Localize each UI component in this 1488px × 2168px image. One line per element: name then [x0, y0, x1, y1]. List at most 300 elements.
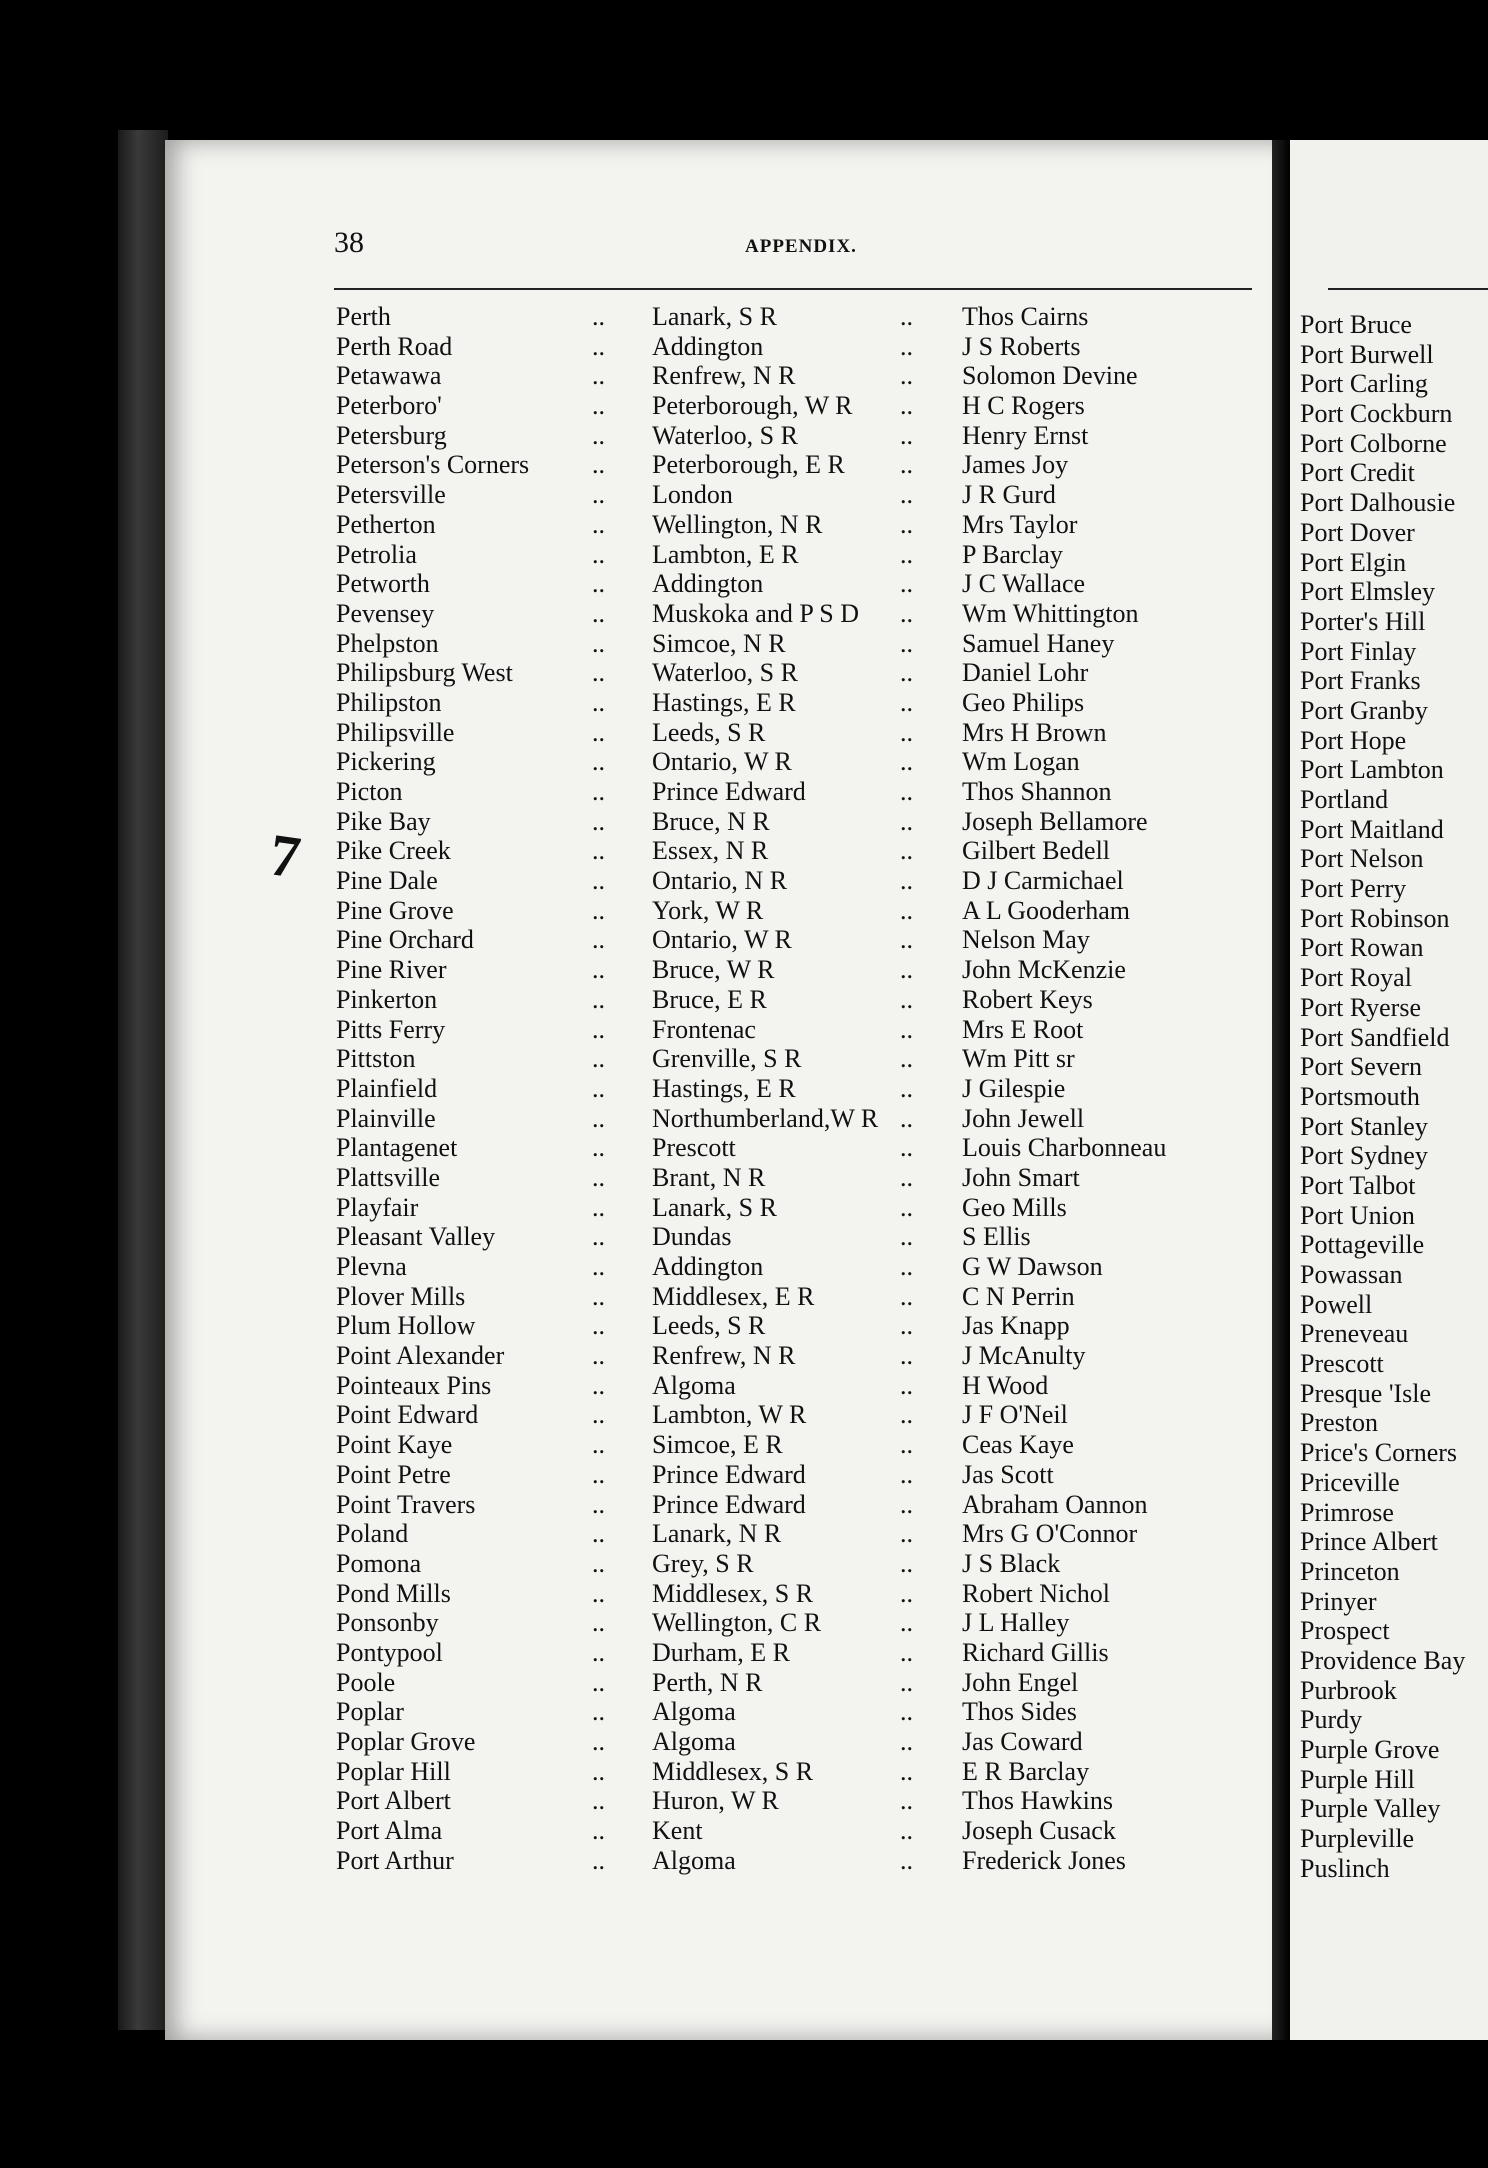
list-item: [322, 658, 1272, 688]
postmaster-name: Abraham Oannon: [962, 1489, 1148, 1519]
list-item: [322, 1579, 1272, 1609]
list-item: [322, 1608, 1272, 1638]
right-list-item: Port Talbot: [1300, 1170, 1416, 1200]
leader-dots: ..: [592, 1162, 605, 1192]
leader-dots: ..: [900, 866, 913, 896]
list-item: [322, 777, 1272, 807]
leader-dots: ..: [592, 1519, 605, 1549]
page-number: 38: [334, 226, 364, 259]
right-list-item: Puslinch: [1300, 1853, 1390, 1883]
leader-dots: ..: [900, 955, 913, 985]
list-item: [322, 866, 1272, 896]
right-list-item: Port Carling: [1300, 369, 1428, 399]
leader-dots: ..: [900, 1103, 913, 1133]
county-name: Leeds, S R: [652, 1311, 766, 1341]
list-item: [322, 1371, 1272, 1401]
leader-dots: ..: [900, 569, 913, 599]
leader-dots: ..: [900, 302, 913, 331]
right-list-item: Port Union: [1300, 1200, 1415, 1230]
leader-dots: ..: [592, 1845, 605, 1875]
right-list-item: Prescott: [1300, 1349, 1384, 1379]
list-item: [322, 955, 1272, 985]
list-item: [322, 1490, 1272, 1520]
list-item: [322, 1252, 1272, 1282]
place-name: Plover Mills: [336, 1281, 466, 1311]
place-name: Philipsville: [336, 717, 455, 747]
leader-dots: ..: [900, 925, 913, 955]
place-name: Pike Bay: [336, 806, 431, 836]
right-list-item: Presque 'Isle: [1300, 1378, 1432, 1408]
place-name: Point Kaye: [336, 1430, 453, 1460]
place-name: Poplar: [336, 1697, 404, 1727]
postmaster-name: Joseph Cusack: [962, 1816, 1116, 1846]
place-name: Plattsville: [336, 1162, 440, 1192]
leader-dots: ..: [592, 302, 605, 331]
right-list-item: Providence Bay: [1300, 1645, 1466, 1675]
place-name: Phelpston: [336, 628, 439, 658]
list-item: [322, 836, 1272, 866]
postmaster-name: John Jewell: [962, 1103, 1085, 1133]
county-name: Wellington, N R: [652, 509, 823, 539]
right-list-item: Purpleville: [1300, 1824, 1415, 1854]
right-list-item: Powassan: [1300, 1260, 1403, 1289]
postmaster-name: H C Rogers: [962, 391, 1085, 421]
right-list-item: Purple Hill: [1300, 1764, 1415, 1794]
postmaster-name: Wm Pitt sr: [962, 1044, 1075, 1074]
right-list-item: Port Sandfield: [1300, 1022, 1450, 1052]
leader-dots: ..: [900, 1756, 913, 1786]
leader-dots: ..: [592, 1341, 605, 1371]
leader-dots: ..: [900, 1222, 913, 1252]
margin-mark: 7: [265, 821, 305, 891]
county-name: Northumberland,W R: [652, 1103, 879, 1133]
postmaster-name: Thos Hawkins: [962, 1786, 1113, 1816]
leader-dots: ..: [592, 895, 605, 925]
postmaster-name: D J Carmichael: [962, 866, 1124, 896]
leader-dots: ..: [900, 895, 913, 925]
leader-dots: ..: [592, 1608, 605, 1638]
postmaster-name: Frederick Jones: [962, 1845, 1126, 1875]
county-name: Algoma: [652, 1370, 736, 1400]
leader-dots: ..: [900, 1311, 913, 1341]
right-list-item: Primrose: [1300, 1497, 1394, 1527]
place-name: Plainfield: [336, 1073, 438, 1103]
leader-dots: ..: [592, 1548, 605, 1578]
leader-dots: ..: [900, 361, 913, 391]
leader-dots: ..: [592, 331, 605, 361]
place-name: Pinkerton: [336, 984, 438, 1014]
right-list-item: Portsmouth: [1300, 1081, 1420, 1111]
leader-dots: ..: [900, 1637, 913, 1667]
list-item: [322, 1816, 1272, 1846]
postmaster-name: Louis Charbonneau: [962, 1133, 1167, 1163]
county-name: Addington: [652, 569, 764, 599]
leader-dots: ..: [900, 984, 913, 1014]
postmaster-name: J L Halley: [962, 1608, 1070, 1638]
right-list-item: Purple Valley: [1300, 1794, 1441, 1824]
postmaster-name: Mrs Taylor: [962, 509, 1078, 539]
leader-dots: ..: [900, 1044, 913, 1074]
postmaster-name: James Joy: [962, 450, 1069, 480]
county-name: Grey, S R: [652, 1548, 754, 1578]
place-name: Point Alexander: [336, 1341, 505, 1371]
leader-dots: ..: [592, 1103, 605, 1133]
list-item: [322, 807, 1272, 837]
list-item: [322, 1697, 1272, 1727]
county-name: Kent: [652, 1816, 703, 1846]
leader-dots: ..: [592, 1073, 605, 1103]
postmaster-name: J S Black: [962, 1548, 1061, 1578]
right-list-item: Port Perry: [1300, 874, 1407, 904]
right-list-item: Purdy: [1300, 1705, 1363, 1735]
leader-dots: ..: [592, 1044, 605, 1074]
county-name: Huron, W R: [652, 1786, 779, 1816]
leader-dots: ..: [592, 806, 605, 836]
place-name: Perth Road: [336, 331, 453, 361]
county-name: Hastings, E R: [652, 1073, 796, 1103]
place-name: Picton: [336, 777, 403, 806]
list-item: [322, 361, 1272, 391]
leader-dots: ..: [592, 1281, 605, 1311]
leader-dots: ..: [900, 450, 913, 480]
list-item: [322, 1846, 1272, 1876]
list-item: [322, 1133, 1272, 1163]
place-name: Poole: [336, 1667, 396, 1697]
place-name: Petworth: [336, 569, 430, 599]
leader-dots: ..: [592, 1667, 605, 1697]
place-name: Port Albert: [336, 1786, 451, 1816]
leader-dots: ..: [900, 1430, 913, 1460]
county-name: Muskoka and P S D: [652, 598, 860, 628]
list-item: [322, 747, 1272, 777]
leader-dots: ..: [900, 836, 913, 866]
list-item: [322, 1400, 1272, 1430]
leader-dots: ..: [900, 480, 913, 510]
postmaster-name: J F O'Neil: [962, 1400, 1068, 1430]
right-list-item: Prospect: [1300, 1616, 1390, 1646]
county-name: London: [652, 480, 733, 510]
leader-dots: ..: [900, 687, 913, 717]
postmaster-name: E R Barclay: [962, 1756, 1090, 1786]
leader-dots: ..: [592, 420, 605, 450]
postmaster-name: S Ellis: [962, 1222, 1031, 1252]
right-list-item: Port Lambton: [1300, 755, 1444, 785]
postmaster-name: Mrs G O'Connor: [962, 1519, 1138, 1549]
postmaster-name: Mrs E Root: [962, 1014, 1084, 1044]
right-list-item: Port Stanley: [1300, 1111, 1428, 1141]
postmaster-name: Nelson May: [962, 925, 1090, 955]
right-list-item: Port Credit: [1300, 458, 1415, 488]
leader-dots: ..: [592, 598, 605, 628]
list-item: [322, 629, 1272, 659]
place-name: Point Petre: [336, 1459, 451, 1489]
postmaster-name: Henry Ernst: [962, 420, 1089, 450]
list-item: [322, 480, 1272, 510]
postmaster-name: H Wood: [962, 1370, 1049, 1400]
county-name: Algoma: [652, 1697, 736, 1727]
leader-dots: ..: [900, 1192, 913, 1222]
book-spine: [118, 130, 168, 2030]
place-name: Petersville: [336, 480, 446, 510]
right-list-item: Port Severn: [1300, 1052, 1423, 1082]
place-name: Pond Mills: [336, 1578, 451, 1608]
county-name: Grenville, S R: [652, 1044, 802, 1074]
leader-dots: ..: [900, 1667, 913, 1697]
right-header-rule: [1328, 288, 1488, 290]
place-name: Poplar Hill: [336, 1756, 451, 1786]
leader-dots: ..: [900, 1608, 913, 1638]
leader-dots: ..: [592, 777, 605, 806]
place-name: Plantagenet: [336, 1133, 458, 1163]
place-name: Pickering: [336, 747, 436, 777]
list-item: [322, 599, 1272, 629]
place-name: Peterboro': [336, 391, 442, 421]
right-list-item: Port Granby: [1300, 695, 1428, 725]
place-name: Pine River: [336, 955, 447, 985]
place-name: Petersburg: [336, 420, 447, 450]
postmaster-name: C N Perrin: [962, 1281, 1075, 1311]
right-list-item: Purbrook: [1300, 1675, 1397, 1705]
county-name: Prince Edward: [652, 1459, 806, 1489]
list-item: [322, 1015, 1272, 1045]
leader-dots: ..: [900, 509, 913, 539]
leader-dots: ..: [900, 539, 913, 569]
right-list-item: Port Hope: [1300, 725, 1407, 755]
list-item: [322, 1222, 1272, 1252]
postmaster-name: Geo Mills: [962, 1192, 1067, 1222]
right-list-item: Port Maitland: [1300, 814, 1444, 844]
place-name: Pomona: [336, 1548, 422, 1578]
leader-dots: ..: [592, 539, 605, 569]
place-name: Philipsburg West: [336, 658, 513, 688]
list-item: [322, 925, 1272, 955]
leader-dots: ..: [592, 1252, 605, 1281]
list-item: [322, 450, 1272, 480]
leader-dots: ..: [592, 1400, 605, 1430]
postmaster-name: Thos Sides: [962, 1697, 1077, 1727]
leader-dots: ..: [900, 331, 913, 361]
leader-dots: ..: [900, 1816, 913, 1846]
header-rule: [334, 288, 1252, 290]
leader-dots: ..: [592, 1430, 605, 1460]
leader-dots: ..: [592, 1370, 605, 1400]
leader-dots: ..: [592, 955, 605, 985]
leader-dots: ..: [900, 717, 913, 747]
list-item: [322, 1549, 1272, 1579]
county-name: Lambton, W R: [652, 1400, 807, 1430]
postmaster-name: Wm Logan: [962, 747, 1080, 777]
county-name: Essex, N R: [652, 836, 769, 866]
leader-dots: ..: [592, 628, 605, 658]
place-name: Pine Grove: [336, 895, 454, 925]
list-item: [322, 1311, 1272, 1341]
leader-dots: ..: [592, 361, 605, 391]
right-list-item: Port Franks: [1300, 666, 1421, 696]
list-item: [322, 1430, 1272, 1460]
county-name: Algoma: [652, 1845, 736, 1875]
place-name: Ponsonby: [336, 1608, 439, 1638]
leader-dots: ..: [900, 806, 913, 836]
list-item: [322, 391, 1272, 421]
leader-dots: ..: [592, 569, 605, 599]
leader-dots: ..: [900, 1281, 913, 1311]
list-item: [322, 569, 1272, 599]
leader-dots: ..: [592, 450, 605, 480]
right-list-item: Preston: [1300, 1408, 1378, 1438]
place-name: Perth: [336, 302, 391, 331]
county-name: Ontario, N R: [652, 866, 788, 896]
county-name: Middlesex, E R: [652, 1281, 815, 1311]
county-name: York, W R: [652, 895, 764, 925]
county-name: Ontario, W R: [652, 925, 792, 955]
right-list-item: Princeton: [1300, 1556, 1400, 1586]
right-list-item: Port Cockburn: [1300, 399, 1453, 429]
county-name: Middlesex, S R: [652, 1756, 814, 1786]
right-list-item: Price's Corners: [1300, 1438, 1458, 1468]
postmaster-name: Solomon Devine: [962, 361, 1138, 391]
right-page-list: [1300, 310, 1488, 1883]
leader-dots: ..: [900, 1519, 913, 1549]
list-item: [322, 421, 1272, 451]
place-name: Petherton: [336, 509, 436, 539]
county-name: Renfrew, N R: [652, 361, 796, 391]
county-name: Leeds, S R: [652, 717, 766, 747]
right-list-item: Priceville: [1300, 1467, 1400, 1497]
county-name: Hastings, E R: [652, 687, 796, 717]
list-item: [322, 718, 1272, 748]
leader-dots: ..: [900, 1489, 913, 1519]
county-name: Bruce, E R: [652, 984, 767, 1014]
postmaster-name: John Smart: [962, 1162, 1080, 1192]
place-name: Point Travers: [336, 1489, 476, 1519]
leader-dots: ..: [592, 480, 605, 510]
right-list-item: Port Elgin: [1300, 547, 1407, 577]
leader-dots: ..: [592, 509, 605, 539]
right-list-item: Preneveau: [1300, 1319, 1409, 1349]
list-item: [322, 1786, 1272, 1816]
place-name: Pontypool: [336, 1637, 443, 1667]
leader-dots: ..: [592, 1222, 605, 1252]
leader-dots: ..: [592, 1459, 605, 1489]
place-name: Pitts Ferry: [336, 1014, 446, 1044]
list-item: [322, 1282, 1272, 1312]
county-name: Ontario, W R: [652, 747, 792, 777]
right-list-item: Purple Grove: [1300, 1735, 1440, 1764]
county-name: Durham, E R: [652, 1637, 790, 1667]
right-list-item: Port Finlay: [1300, 636, 1417, 666]
list-item: [322, 688, 1272, 718]
leader-dots: ..: [900, 1341, 913, 1371]
leader-dots: ..: [900, 1727, 913, 1756]
county-name: Addington: [652, 1252, 764, 1281]
right-list-item: Port Sydney: [1300, 1141, 1428, 1171]
list-item: [322, 510, 1272, 540]
list-item: [322, 302, 1272, 332]
county-name: Simcoe, E R: [652, 1430, 783, 1460]
leader-dots: ..: [900, 1459, 913, 1489]
place-name: Poplar Grove: [336, 1727, 476, 1756]
county-name: Lambton, E R: [652, 539, 799, 569]
right-list-item: Prince Albert: [1300, 1527, 1438, 1557]
place-name: Philipston: [336, 687, 442, 717]
county-name: Lanark, N R: [652, 1519, 782, 1549]
postmaster-name: Robert Nichol: [962, 1578, 1111, 1608]
right-list-item: Prinyer: [1300, 1586, 1377, 1616]
place-name: Poland: [336, 1519, 409, 1549]
list-item: [322, 1757, 1272, 1787]
leader-dots: ..: [900, 747, 913, 777]
leader-dots: ..: [592, 687, 605, 717]
county-name: Middlesex, S R: [652, 1578, 814, 1608]
right-list-item: Port Burwell: [1300, 339, 1434, 369]
postmaster-name: Ceas Kaye: [962, 1430, 1074, 1460]
county-name: Frontenac: [652, 1014, 756, 1044]
leader-dots: ..: [592, 1578, 605, 1608]
leader-dots: ..: [592, 1192, 605, 1222]
list-item: [322, 1104, 1272, 1134]
leader-dots: ..: [900, 1697, 913, 1727]
place-name: Plum Hollow: [336, 1311, 476, 1341]
postmaster-name: A L Gooderham: [962, 895, 1130, 925]
place-name: Peterson's Corners: [336, 450, 530, 480]
list-item: [322, 985, 1272, 1015]
leader-dots: ..: [900, 1845, 913, 1875]
leader-dots: ..: [592, 1727, 605, 1756]
leader-dots: ..: [900, 1014, 913, 1044]
place-name: Pine Dale: [336, 866, 438, 896]
leader-dots: ..: [592, 984, 605, 1014]
postmaster-name: Geo Philips: [962, 687, 1085, 717]
right-list-item: Port Elmsley: [1300, 577, 1436, 607]
place-name: Pike Creek: [336, 836, 451, 866]
leader-dots: ..: [592, 1311, 605, 1341]
right-list-item: Porter's Hill: [1300, 606, 1426, 636]
leader-dots: ..: [900, 1400, 913, 1430]
place-name: Pittston: [336, 1044, 416, 1074]
leader-dots: ..: [592, 717, 605, 747]
list-item: [322, 1668, 1272, 1698]
place-name: Port Arthur: [336, 1845, 454, 1875]
right-list-item: Port Robinson: [1300, 903, 1450, 933]
county-name: Addington: [652, 331, 764, 361]
leader-dots: ..: [592, 1014, 605, 1044]
place-name: Pleasant Valley: [336, 1222, 496, 1252]
right-list-item: Powell: [1300, 1289, 1373, 1319]
county-name: Dundas: [652, 1222, 732, 1252]
leader-dots: ..: [592, 1133, 605, 1163]
list-item: [322, 1519, 1272, 1549]
place-name: Pevensey: [336, 598, 435, 628]
leader-dots: ..: [900, 658, 913, 688]
postmaster-name: Thos Shannon: [962, 777, 1112, 806]
postmaster-name: J R Gurd: [962, 480, 1056, 510]
postmaster-name: Jas Knapp: [962, 1311, 1070, 1341]
county-name: Waterloo, S R: [652, 420, 798, 450]
right-list-item: Port Rowan: [1300, 933, 1424, 963]
place-name: Port Alma: [336, 1816, 443, 1846]
list-item: [322, 1638, 1272, 1668]
postmaster-name: Wm Whittington: [962, 598, 1139, 628]
leader-dots: ..: [900, 391, 913, 421]
place-name: Petrolia: [336, 539, 417, 569]
postmaster-name: John McKenzie: [962, 955, 1126, 985]
county-name: Bruce, N R: [652, 806, 770, 836]
leader-dots: ..: [592, 1786, 605, 1816]
leader-dots: ..: [592, 1637, 605, 1667]
postmaster-name: J Gilespie: [962, 1073, 1066, 1103]
right-list-item: Port Bruce: [1300, 310, 1412, 339]
list-item: [322, 1044, 1272, 1074]
